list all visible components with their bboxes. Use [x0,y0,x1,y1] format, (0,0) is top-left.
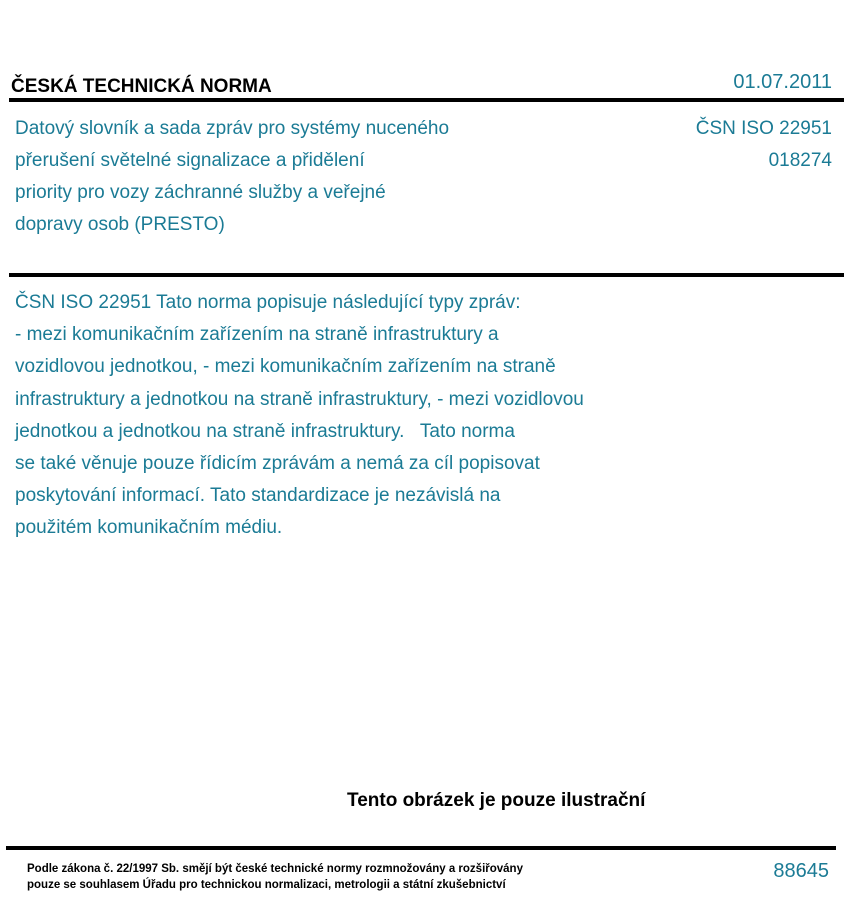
title-divider [9,273,844,277]
document-codes [696,113,832,177]
document-title [15,113,545,241]
abstract-line: poskytování informací. Tato standardizace je nezávislá na [15,485,501,507]
abstract [15,287,715,545]
publication-date: 01.07.2011 [733,71,832,93]
abstract-line: - mezi komunikačním zařízením na straně infrastruktury a [15,324,499,346]
abstract-line: vozidlovou jednotkou, - mezi komunikačním zařízením na straně [15,356,556,378]
abstract-line: použitém komunikačním médiu. [15,517,283,539]
footer-divider [6,846,836,850]
document-title-line: přerušení světelné signalizace a přidělení [15,150,365,171]
catalog-number: 018274 [768,150,832,171]
document-title-line: dopravy osob (PRESTO) [15,214,225,235]
legal-notice [27,861,523,893]
abstract-line: ČSN ISO 22951 Tato norma popisuje následující typy zpráv: [15,292,521,313]
header-title: ČESKÁ TECHNICKÁ NORMA [11,76,272,97]
legal-notice-line: Podle zákona č. 22/1997 Sb. smějí být české technické normy rozmnožovány a rozšiřovány [27,863,523,875]
document-title-line: Datový slovník a sada zpráv pro systémy nuceného [15,118,450,139]
illustration-note: Tento obrázek je pouze ilustrační [347,790,646,811]
abstract-line: infrastruktury a jednotkou na straně infrastruktury, - mezi vozidlovou [15,388,584,410]
header-divider [9,98,844,102]
standard-code: ČSN ISO 22951 [695,118,832,139]
legal-notice-line: pouze se souhlasem Úřadu pro technickou normalizaci, metrologii a státní zkušebnictví [27,879,506,891]
footer-number: 88645 [773,860,829,882]
abstract-line: jednotkou a jednotkou na straně infrastruktury. Tato norma [15,420,515,442]
document-title-line: priority pro vozy záchranné služby a veřejné [15,182,386,203]
abstract-line: se také věnuje pouze řídicím zprávám a nemá za cíl popisovat [15,453,540,475]
